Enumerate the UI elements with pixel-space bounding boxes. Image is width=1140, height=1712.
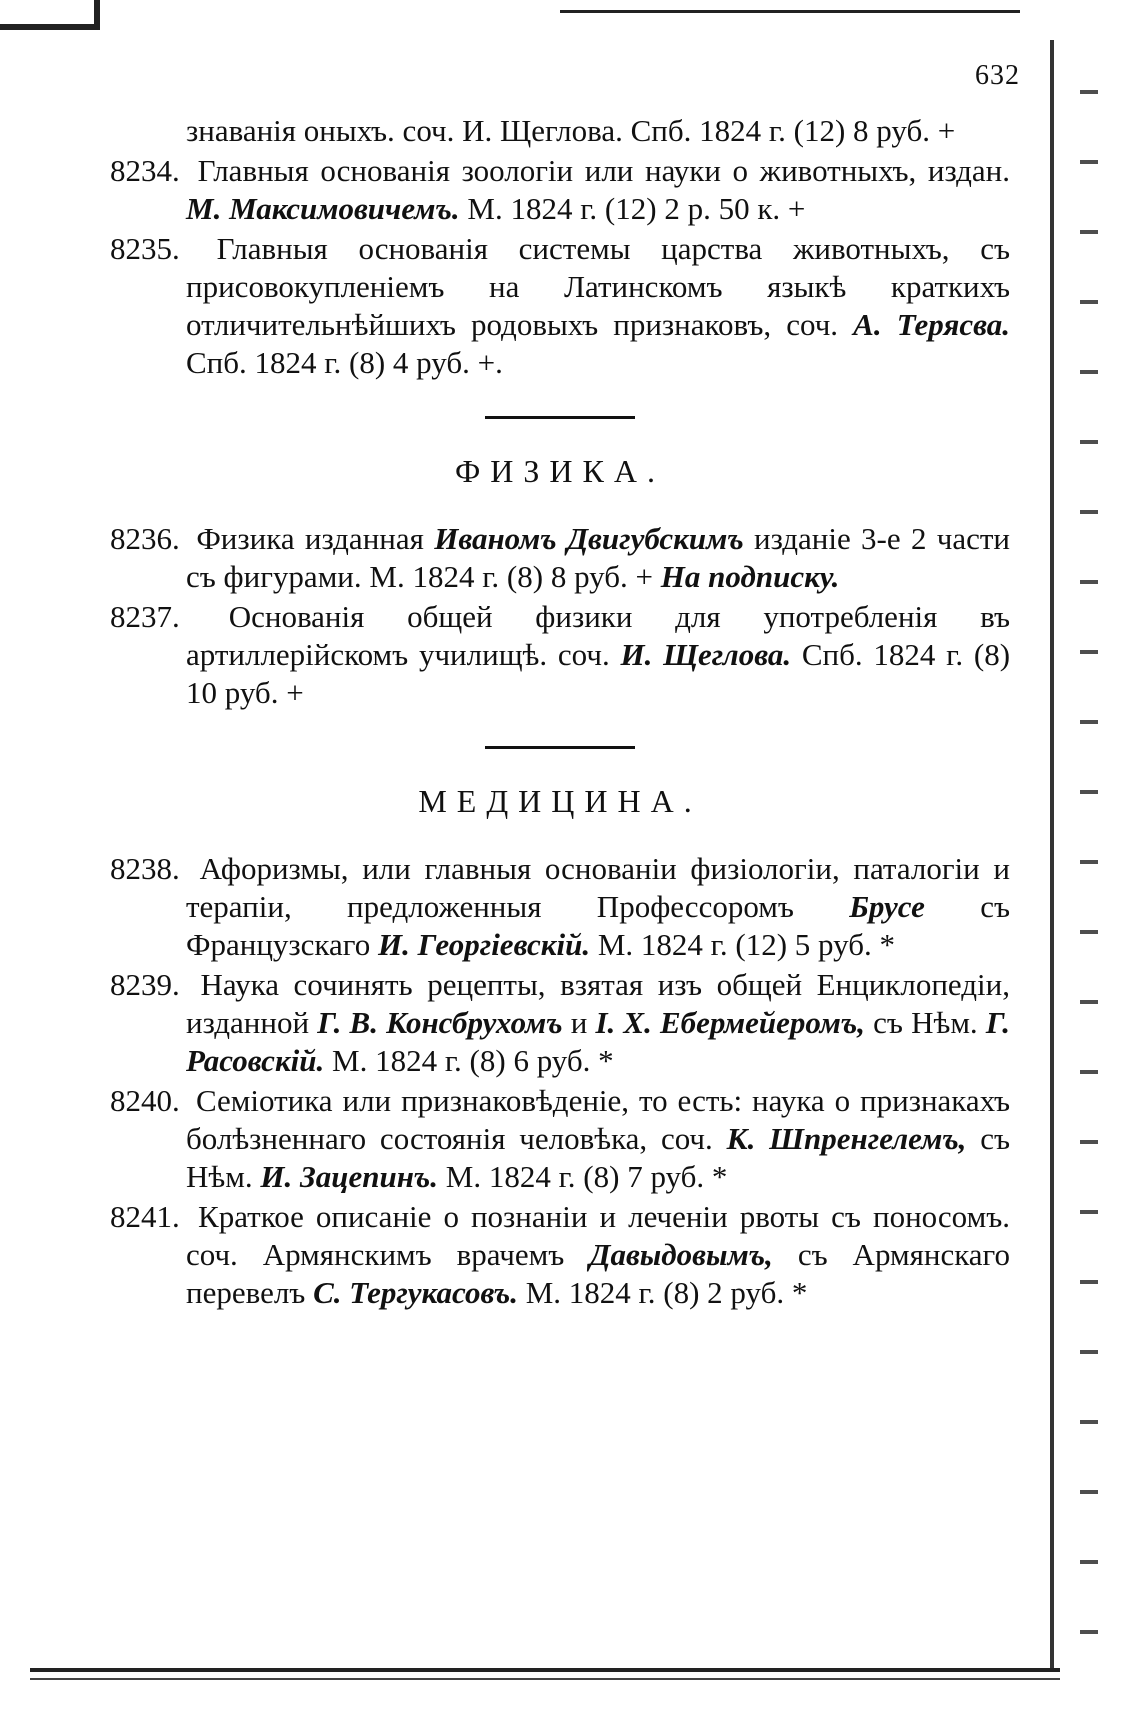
entry-author: І. Х. Ебермейеромъ,	[595, 1005, 865, 1040]
scan-border-right	[1050, 40, 1054, 1670]
entry-text: знаванія оныхъ. соч. И. Щеглова. Спб. 1824 г. (12) 8 руб. +	[186, 113, 956, 148]
entry-translator: С. Тергукасовъ.	[313, 1275, 518, 1310]
entry-text: Главныя основанія зоологіи или науки о животныхъ, издан.	[197, 153, 1011, 188]
entry-translator: Г. Расовскій.	[186, 1005, 1010, 1078]
entry-text: Основанія общей физики для употребленія въ артиллерійскомъ училищѣ. соч.	[186, 599, 1010, 672]
entry-number: 8238.	[110, 851, 180, 886]
catalog-entry-8234	[110, 152, 1010, 228]
entry-note: На подписку.	[660, 559, 840, 594]
entry-number: 8235.	[110, 231, 180, 266]
entry-text: Наука сочинять рецепты, взятая изъ общей Енциклопедіи, изданной	[186, 967, 1011, 1040]
entry-text: съ Французскаго	[186, 889, 1010, 962]
entry-translator: И. Георгіевскій.	[377, 927, 591, 962]
scan-border-top	[560, 0, 1020, 13]
catalog-entry-8241	[110, 1198, 1010, 1312]
entry-number: 8241.	[110, 1199, 180, 1234]
section-divider	[485, 416, 635, 419]
scan-border-corner	[0, 0, 100, 30]
catalog-entry-8239	[110, 966, 1010, 1080]
entry-text: съ Нѣм.	[873, 1005, 978, 1040]
entry-imprint: М. 1824 г. (8) 7 руб. *	[445, 1159, 728, 1194]
catalog-entry-8238	[110, 850, 1010, 964]
page-content	[110, 112, 1010, 1312]
entry-author: Давыдовымъ,	[589, 1237, 773, 1272]
catalog-entry-8237	[110, 598, 1010, 712]
entry-number: 8240.	[110, 1083, 180, 1118]
catalog-entry-8240	[110, 1082, 1010, 1196]
entry-author: Брусе	[849, 889, 925, 924]
entry-number: 8237.	[110, 599, 180, 634]
section-divider	[485, 746, 635, 749]
entry-number: 8234.	[110, 153, 180, 188]
entry-author: Иваномъ Двигубскимъ	[434, 521, 744, 556]
entry-text: Краткое описаніе о познаніи и леченіи рвоты съ поносомъ. соч. Армянскимъ врачемъ	[186, 1199, 1010, 1272]
entry-imprint: М. 1824 г. (12) 2 р. 50 к. +	[467, 191, 806, 226]
section-title-physics: ФИЗИКА.	[455, 453, 665, 489]
entry-imprint: М. 1824 г. (8) 6 руб. *	[332, 1043, 614, 1078]
section-title-medicine: МЕДИЦИНА.	[418, 783, 702, 819]
entry-text: съ Армянскаго перевелъ	[186, 1237, 1010, 1310]
scan-page-edge	[1080, 60, 1098, 1660]
scan-border-bottom-secondary	[30, 1678, 1060, 1680]
entry-text: Семіотика или признаковѣденіе, то есть: наука о признакахъ болѣзненнаго состоянія человѣка, соч.	[186, 1083, 1011, 1156]
entry-author: А. Терясва.	[853, 307, 1010, 342]
entry-author: И. Щеглова.	[620, 637, 792, 672]
entry-text: и	[570, 1005, 588, 1040]
entry-imprint: Спб. 1824 г. (8) 10 руб. +	[186, 637, 1011, 710]
catalog-entry-8235	[110, 230, 1010, 382]
entry-imprint: изданіе 3-е 2 части съ фигурами. М. 1824 г. (8) 8 руб. +	[186, 521, 1010, 594]
entry-imprint: Спб. 1824 г. (8) 4 руб. +.	[186, 345, 503, 380]
entry-imprint: М. 1824 г. (12) 5 руб. *	[597, 927, 895, 962]
entry-imprint: М. 1824 г. (8) 2 руб. *	[525, 1275, 808, 1310]
entry-text: съ Нѣм.	[186, 1121, 1011, 1194]
page-number: 632	[975, 60, 1020, 91]
continued-entry	[110, 112, 1010, 150]
entry-text: Физика изданная	[196, 521, 424, 556]
catalog-entry-8236	[110, 520, 1010, 596]
entry-text: Афоризмы, или главныя основаніи физіологіи, паталогіи и терапіи, предложенныя Профессоромъ	[186, 851, 1010, 924]
entry-translator: И. Зацепинъ.	[260, 1159, 439, 1194]
entry-author: М. Максимовичемъ.	[186, 191, 460, 226]
scan-border-bottom	[30, 1668, 1060, 1672]
entry-text: Главныя основанія системы царства животныхъ, съ присовокупленіемъ на Латинскомъ языкѣ краткихъ отличительнѣйшихъ родовыхъ признаковъ, соч.	[186, 231, 1010, 342]
entry-author: К. Шпренгелемъ,	[726, 1121, 967, 1156]
entry-author: Г. В. Консбрухомъ	[317, 1005, 563, 1040]
entry-number: 8239.	[110, 967, 180, 1002]
entry-number: 8236.	[110, 521, 180, 556]
